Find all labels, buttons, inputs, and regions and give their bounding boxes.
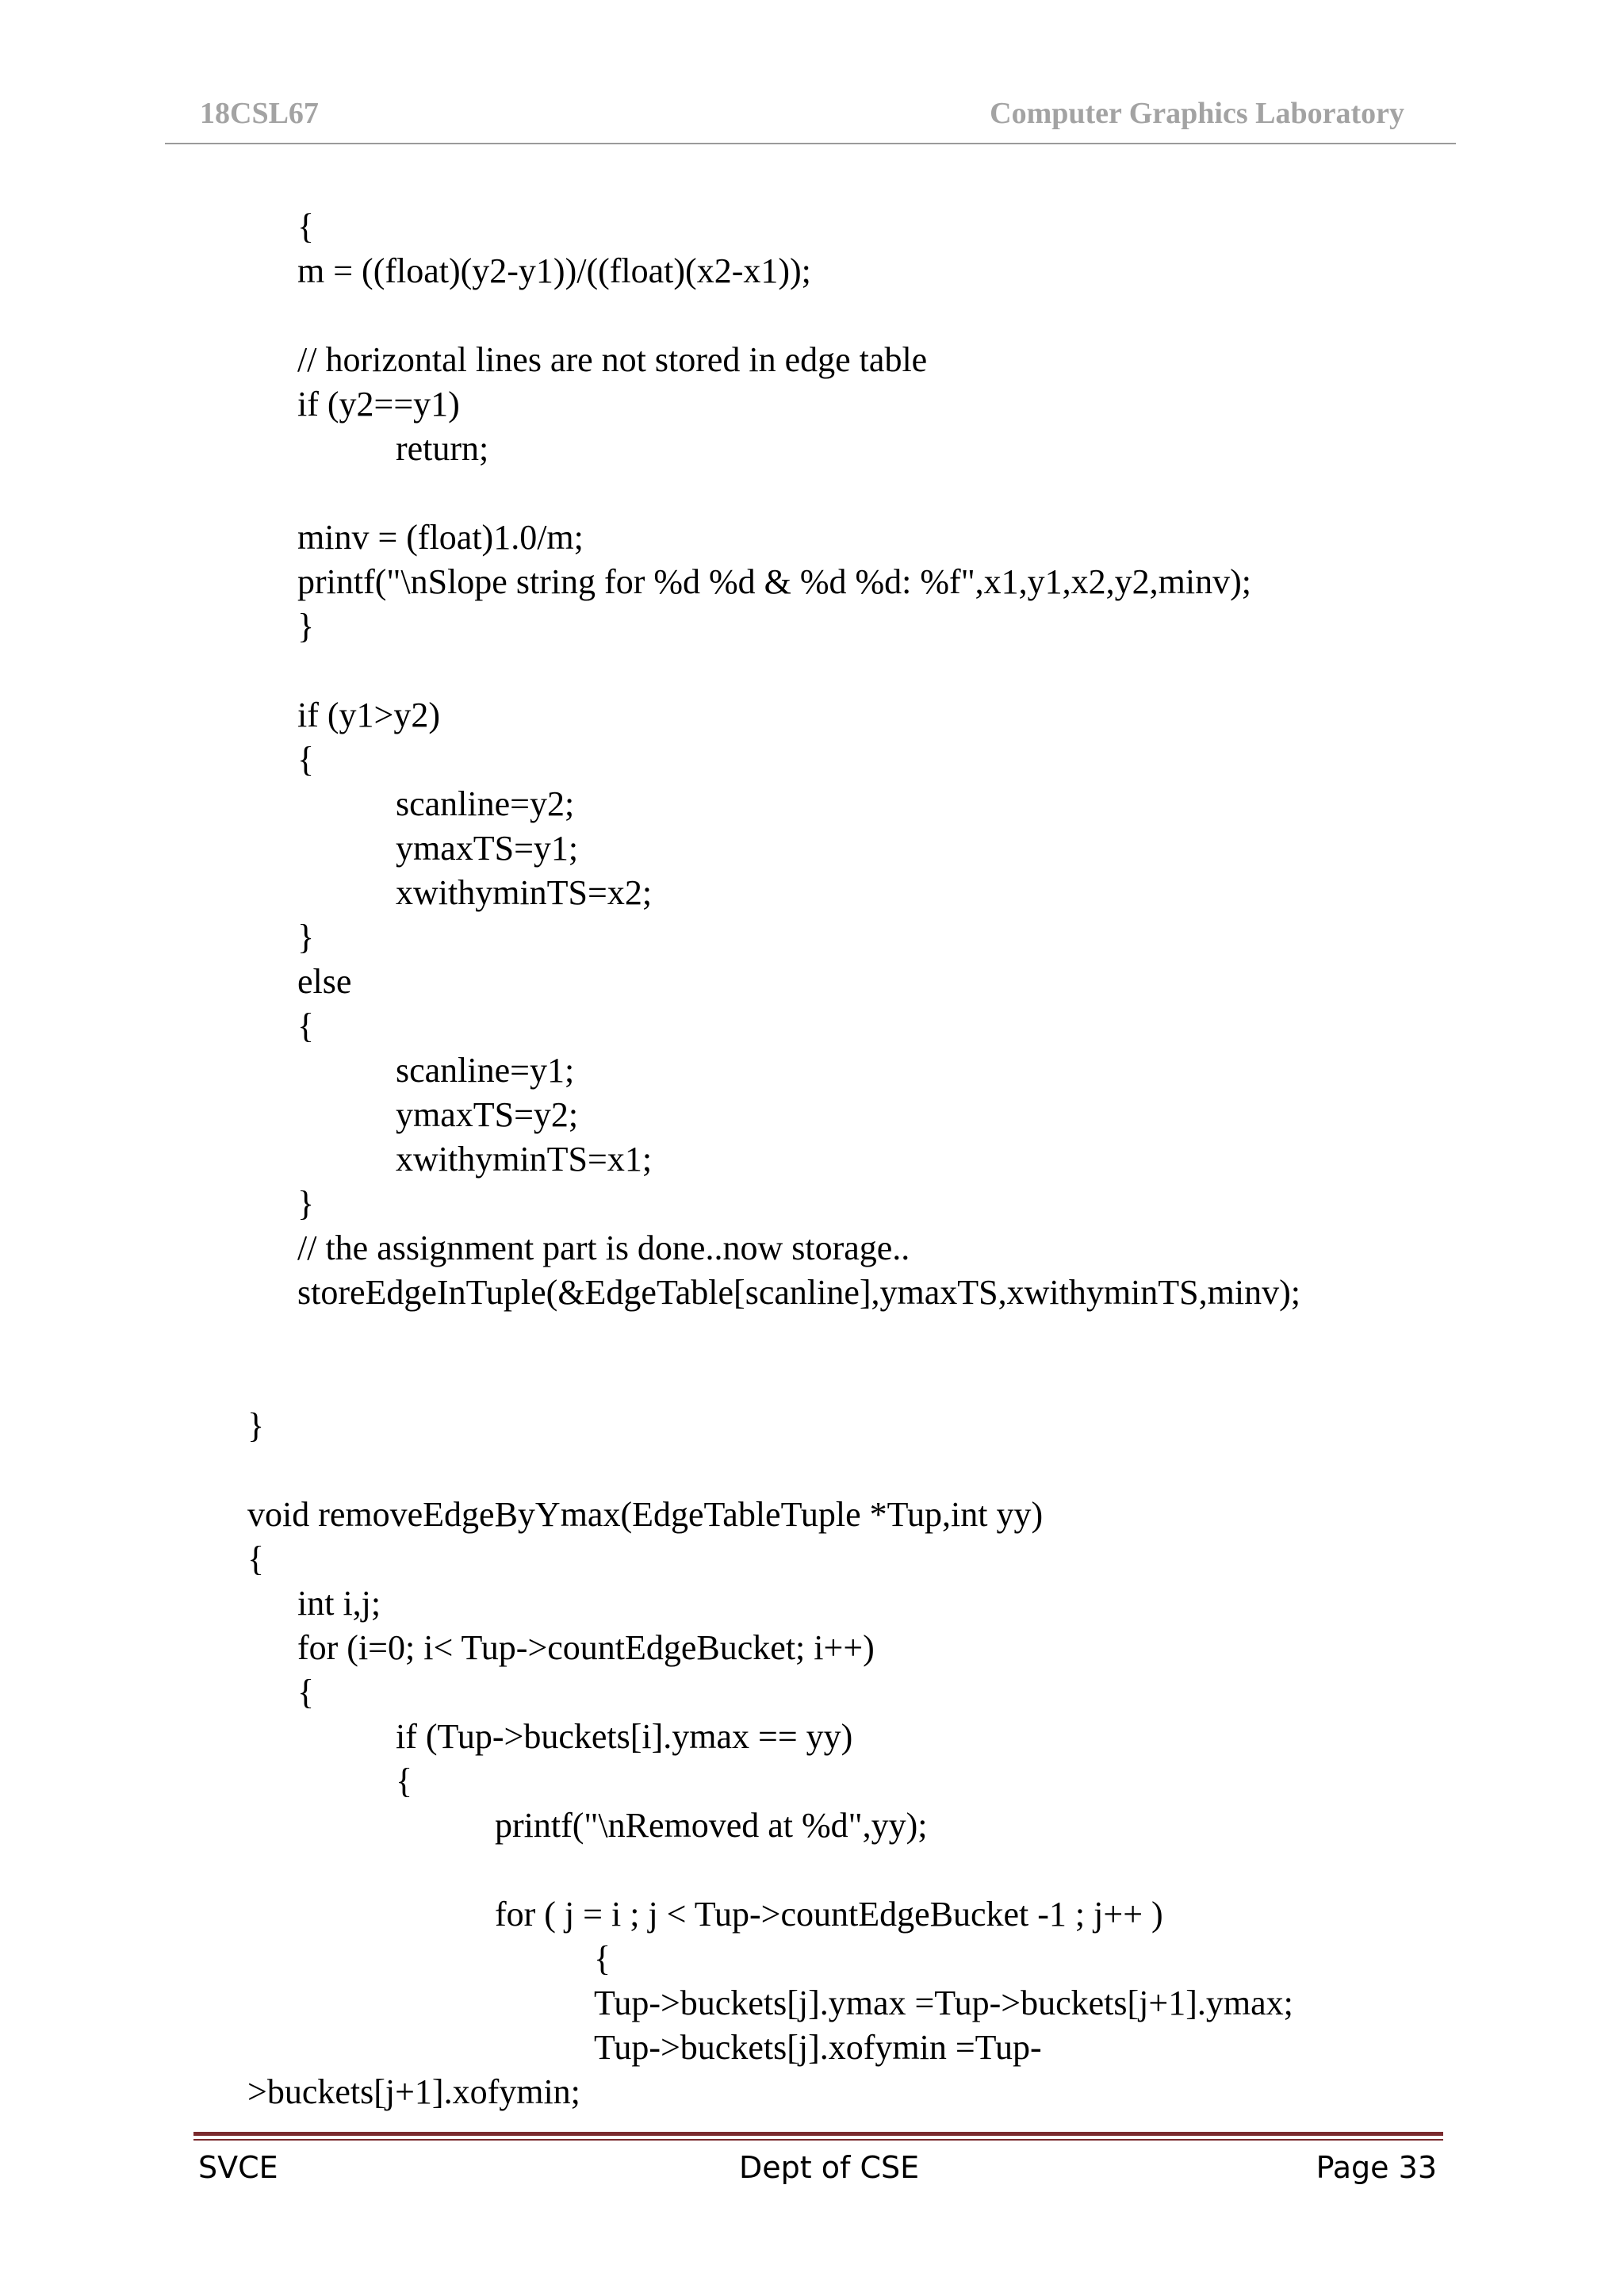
code-line [0,1448,1624,1493]
code-line-text: } [297,607,315,646]
code-line [0,1937,1624,1981]
code-line-text: ymaxTS=y2; [396,1095,579,1134]
code-line [0,1981,1624,2026]
code-line-text: printf("\nRemoved at %d",yy); [495,1806,928,1845]
code-line-text: Tup->buckets[j].ymax =Tup->buckets[j+1].ymax; [594,1984,1293,2022]
code-line-text: { [297,1006,315,1045]
code-line [0,1315,1624,1359]
code-line-text: storeEdgeInTuple(&EdgeTable[scanline],ymaxTS,xwithyminTS,minv); [297,1273,1300,1312]
code-line-text: scanline=y1; [396,1051,575,1090]
code-line-text: // horizontal lines are not stored in edge table [297,340,928,379]
code-line [0,2070,1624,2114]
code-line [0,1004,1624,1048]
code-line-text: int i,j; [297,1584,381,1623]
code-line [0,738,1624,782]
code-line [0,382,1624,427]
code-line-text: return; [396,429,489,468]
code-line-text: { [247,1539,265,1578]
code-line-text: if (y1>y2) [297,696,440,734]
code-line [0,1493,1624,1537]
code-line [0,1404,1624,1448]
footer-department: Dept of CSE [739,2150,920,2185]
footer-divider-thin [193,2139,1443,2141]
code-line [0,205,1624,249]
code-line [0,1581,1624,1626]
code-line-text: ymaxTS=y1; [396,829,579,868]
code-line [0,915,1624,960]
code-line [0,1093,1624,1137]
code-line [0,293,1624,338]
code-line [0,1626,1624,1670]
code-line-text: minv = (float)1.0/m; [297,518,584,557]
code-line [0,1137,1624,1182]
code-line [0,1848,1624,1892]
header-lab-title: Computer Graphics Laboratory [990,97,1404,130]
code-line-text: { [594,1939,611,1978]
header-divider [165,143,1456,144]
code-line [0,1670,1624,1715]
code-line [0,1759,1624,1803]
code-line-text: { [297,740,315,779]
code-line [0,960,1624,1004]
code-line-text: if (Tup->buckets[i].ymax == yy) [396,1717,853,1756]
code-line-text: Tup->buckets[j].xofymin =Tup- [594,2028,1042,2067]
footer-divider-thick [193,2132,1443,2136]
code-line [0,427,1624,471]
code-line-text: } [247,1406,265,1445]
code-line [0,516,1624,560]
code-line [0,826,1624,871]
code-line [0,1715,1624,1759]
code-line [0,604,1624,649]
code-line [0,560,1624,604]
code-line [0,693,1624,738]
code-line-text: { [297,1673,315,1711]
code-line-text: for (i=0; i< Tup->countEdgeBucket; i++) [297,1628,875,1667]
code-line [0,2026,1624,2070]
code-line [0,1803,1624,1848]
code-line-text: { [297,207,315,246]
code-line [0,1048,1624,1093]
code-line-text: if (y2==y1) [297,385,460,424]
footer-page-number: Page 33 [1316,2150,1437,2185]
code-line [0,1182,1624,1226]
code-line-text: // the assignment part is done..now storage.. [297,1228,910,1267]
code-line-text: else [297,962,352,1001]
code-line-text: m = ((float)(y2-y1))/((float)(x2-x1)); [297,251,811,290]
code-line [0,249,1624,293]
header-course-code: 18CSL67 [200,97,319,130]
code-line-text: scanline=y2; [396,784,575,823]
code-line-text: xwithyminTS=x1; [396,1140,653,1179]
code-line-text: printf("\nSlope string for %d %d & %d %d: %f",x1,y1,x2,y2,minv); [297,562,1251,601]
code-line [0,338,1624,382]
code-line-text: >buckets[j+1].xofymin; [247,2072,580,2111]
code-line-text: xwithyminTS=x2; [396,873,653,912]
code-line [0,1892,1624,1937]
code-line-text: { [396,1761,413,1800]
code-line-text: } [297,918,315,956]
code-line-text: void removeEdgeByYmax(EdgeTableTuple *Tup,int yy) [247,1495,1044,1534]
code-line [0,471,1624,516]
code-line [0,1226,1624,1271]
code-line-text: } [297,1184,315,1223]
code-line-text: for ( j = i ; j < Tup->countEdgeBucket -1 ; j++ ) [495,1895,1163,1934]
code-listing [0,205,1624,2114]
code-line [0,1537,1624,1581]
footer-institution: SVCE [198,2150,278,2185]
code-line [0,1271,1624,1315]
code-line [0,871,1624,915]
code-line [0,1359,1624,1404]
code-line [0,649,1624,693]
code-line [0,782,1624,826]
